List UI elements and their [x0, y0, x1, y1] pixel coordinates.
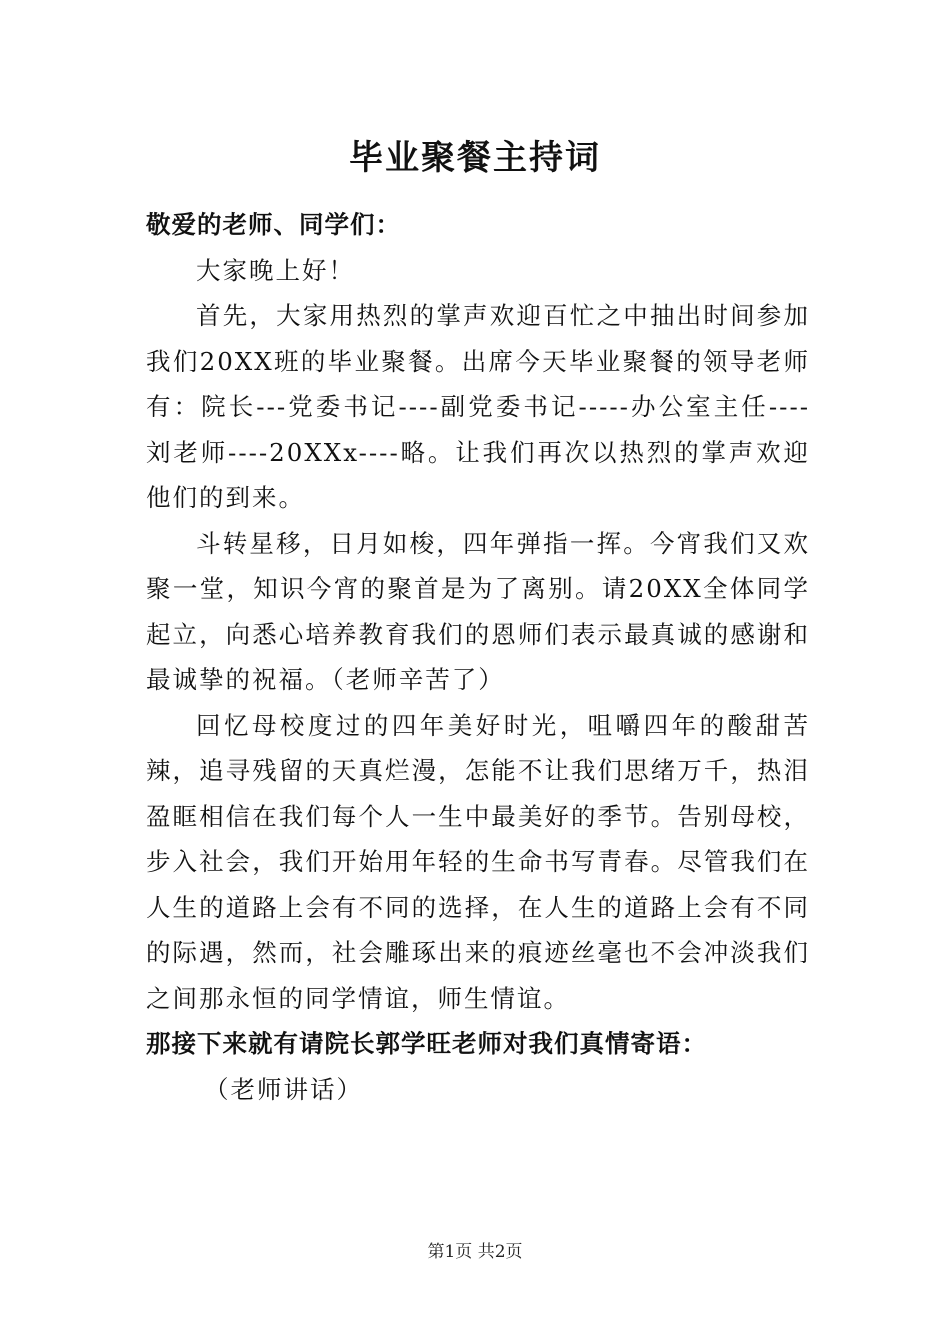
page-indicator: 第1页 共2页 — [427, 1242, 523, 1262]
paragraph: 回忆母校度过的四年美好时光，咀嚼四年的酸甜苦辣，追寻残留的天真烂漫，怎能不让我们思绪万千，热泪盈眶相信在我们每个人一生中最美好的季节。告别母校，步入社会，我们开始用年轻的生命书写青春。尽管我们在人生的道路上会有不同的选择，在人生的道路上会有不同的际遇，然而，社会雕琢出来的痕迹丝毫也不会冲淡我们之间那永恒的同学情谊，师生情谊。 — [146, 710, 810, 1013]
document-body — [146, 202, 810, 1112]
greeting-line: 敬爱的老师、同学们： — [146, 210, 401, 239]
stage-note: （老师讲话） — [204, 1074, 363, 1104]
document-title: 毕业聚餐主持词 — [349, 138, 601, 178]
closing-line: 那接下来就有请院长郭学旺老师对我们真情寄语： — [146, 1029, 707, 1058]
paragraph: 首先，大家用热烈的掌声欢迎百忙之中抽出时间参加我们20XX班的毕业聚餐。出席今天毕业聚餐的领导老师有：院长---党委书记----副党委书记-----办公室主任----刘老师----20XXx----略。让我们再次以热烈的掌声欢迎他们的到来。 — [146, 301, 810, 512]
paragraph: 大家晚上好！ — [196, 255, 355, 285]
paragraph: 斗转星移，日月如梭，四年弹指一挥。今宵我们又欢聚一堂，知识今宵的聚首是为了离别。请20XX全体同学起立，向悉心培养教育我们的恩师们表示最真诚的感谢和最诚挚的祝福。（老师辛苦了） — [146, 528, 810, 694]
